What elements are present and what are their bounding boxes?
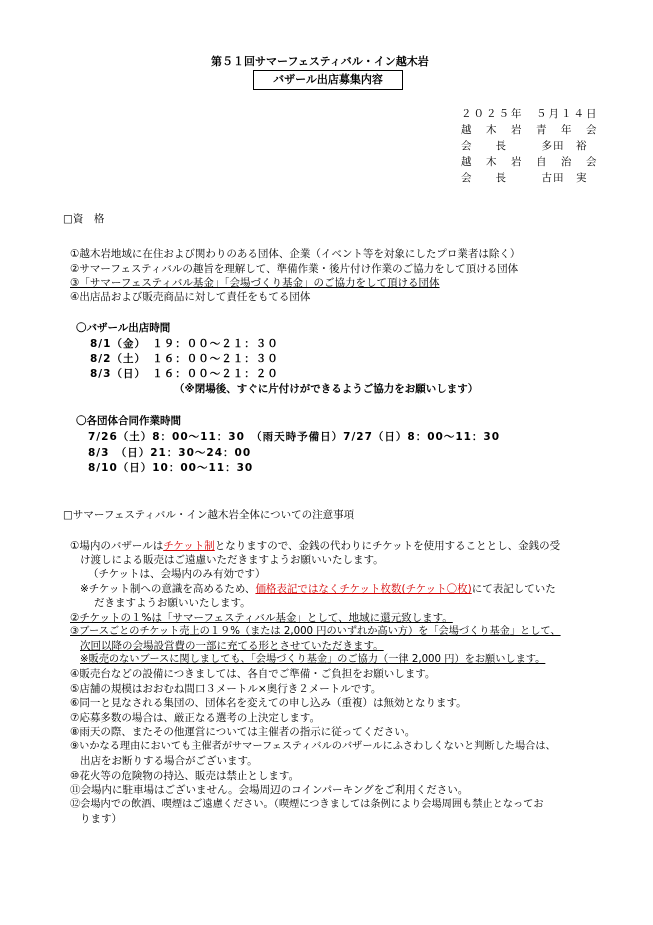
note-1-ticket-highlight: チケット制 [163,540,215,552]
work-row-3: 8/10（日）10：00～11：30 [88,462,254,474]
note-5: ⑤店舗の規模はおおむね間口３メートル×奥行き２メートルです。 [70,683,382,695]
note-9-line-1: ⑨いかなる理由においても主催者がサマーフェスティバルのバザールにふさわしくないと判断した場合は、 [70,741,556,752]
note-1-line-3: （チケットは、会場内のみ有効です） [88,568,266,580]
org2-name: 越 木 岩 自 治 会 [461,156,599,168]
hours-row-2: 8/2（土） １６：００～２１：３０ [90,353,279,365]
note-10: ⑩花火等の危険物の持込、販売は禁止とします。 [70,770,300,782]
note-1-part-c: となりますので、金銭の代わりにチケットを使用することとし、金銭の受 [214,540,561,552]
note-9-line-2: 出店をお断りする場合がございます。 [80,755,258,767]
qual-item-4: ④出店品および販売商品に対して責任をもてる団体 [70,291,311,303]
doc-title: 第５１回サマーフェスティバル・イン越木岩 [211,55,429,68]
note-1-part-a: ①場内のバザールは [70,540,164,552]
note-11: ⑪会場内に駐車場はございません。会場周辺のコインパーキングをご利用ください。 [70,784,469,796]
qual-item-2: ②サマーフェスティバルの趣旨を理解して、準備作業・後片付け作業のご協力をして頂ける団体 [70,263,519,275]
note-12-line-2: ります） [80,813,122,825]
note-1-line-2: け渡しによる販売はご遠慮いただきますようお願いいたします。 [80,554,384,566]
note-6: ⑥同一と見なされる集団の、団体名を変えての申し込み（重複）は無効となります。 [70,697,467,709]
note-4: ④販売台などの設備につきましては、各自でご準備・ご負担をお願いします。 [70,668,436,680]
doc-date: ２０２５年 ５月１４日 [461,108,599,120]
work-heading: 〇各団体合同作業時間 [76,415,181,427]
note-3-line-1: ③ブースごとのチケット売上の１９%（または 2,000 円のいずれか高い方）を「会場づくり基金」として、 [70,626,561,637]
qual-item-3: ③「サマーフェスティバル基金」「会場づくり基金」のご協力をして頂ける団体 [70,277,440,289]
qual-heading: □資 格 [63,213,105,225]
note-1-part-h: にて表記していた [471,583,556,595]
note-1-line-1 [70,539,560,553]
note-3-line-3: ※販売のないブースに関しましても、「会場づくり基金」のご協力（一律 2,000 円）をお願いします。 [80,654,546,665]
note-8: ⑧雨天の際、またその他運営については主催者の指示に従ってください。 [70,726,416,738]
hours-row-1: 8/1（金） １９：００～２１：３０ [90,338,279,350]
doc-subtitle: バザール出店募集内容 [253,70,403,90]
note-2: ②チケットの１%は「サマーフェスティバル基金」として、地域に還元致します。 [70,612,453,624]
hours-heading: 〇バザール出店時間 [76,322,171,334]
work-row-2: 8/3 （日）21：30～24：00 [88,447,252,459]
note-3-line-2: 次回以降の会場設営費の一部に充てる形とさせていただきます。 [80,640,384,652]
note-12-line-1: ⑫会場内での飲酒、喫煙はご遠慮ください。（喫煙につきましては条例により会場周囲も禁止となってお [70,799,544,810]
note-1-price-highlight: 価格表記ではなくチケット枚数(チケット〇枚) [255,583,472,595]
hours-note: （※閉場後、すぐに片付けができるようご協力をお願いします） [174,383,479,395]
hours-row-3: 8/3（日） １６：００～２１：２０ [90,368,279,380]
org1-name: 越 木 岩 青 年 会 [461,124,599,136]
qual-item-1: ①越木岩地域に在住および関わりのある団体、企業（イベント等を対象にしたプロ業者は除く） [70,248,521,260]
org2-chair: 会 長 古田 実 [461,172,588,184]
org1-chair: 会 長 多田 裕 [461,140,588,152]
notes-heading: □サマーフェスティバル・イン越木岩全体についての注意事項 [63,509,355,521]
doc-header-block [461,106,599,186]
note-1-line-5: だきますようお願いいたします。 [94,597,251,609]
work-row-1: 7/26（土）8：00～11：30 （雨天時予備日）7/27（日）8：00～11：30 [88,431,501,443]
note-1-line-4 [80,582,556,596]
note-1-part-f: ※チケット制への意識を高めるため、 [80,583,256,595]
note-7: ⑦応募多数の場合は、厳正なる選考の上決定します。 [70,712,321,724]
